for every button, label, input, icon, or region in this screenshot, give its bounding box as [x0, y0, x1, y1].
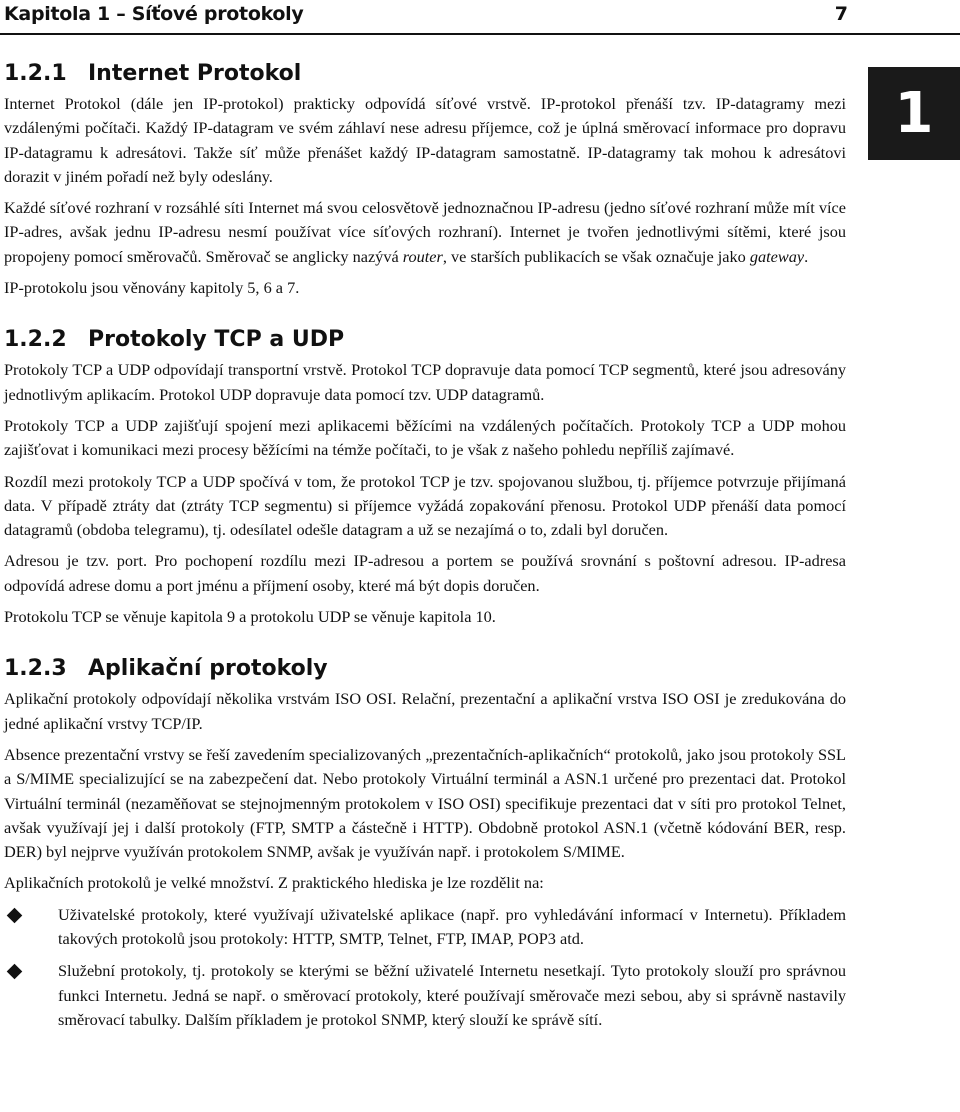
section-aplikacni-protokoly — [4, 655, 846, 1032]
section-heading — [4, 326, 846, 354]
paragraph: Adresou je tzv. port. Pro pochopení rozdílu mezi IP-adresou a portem se používá srovnání s poštovní adresou. IP-adresa odpovídá adrese domu a port jménu a příjmení osoby, které má být dopis doručen. — [4, 551, 846, 595]
paragraph: IP-protokolu jsou věnovány kapitoly 5, 6 a 7. — [4, 278, 300, 298]
list-item-text: Služební protokoly, tj. protokoly se kterými se běžní uživatelé Internetu nesetkají. Tyto protokoly slouží pro správnou funkci Internetu. Jedná se např. o směrovací protokoly, které používají směrovače mezi sebou, aby si správně nastavily směrovací tabulky. Dalším příkladem je protokol SNMP, který slouží ke správě sítí. — [58, 961, 846, 1029]
list-item — [4, 959, 846, 1032]
list-item — [4, 903, 846, 952]
bullet-list — [4, 903, 846, 1032]
diamond-bullet-icon — [7, 964, 23, 980]
paragraph: Protokoly TCP a UDP zajišťují spojení mezi aplikacemi běžícími na vzdálených počítačích. Protokoly TCP a UDP mohou zajišťovat i komunikaci mezi procesy běžícími na témže počítači, to je však z našeho pohledu nepříliš zajímavé. — [4, 415, 846, 460]
term-router: router — [402, 246, 443, 266]
section-internet-protokol — [4, 60, 846, 300]
paragraph: Aplikačních protokolů je velké množství. Z praktického hlediska je lze rozdělit na: — [4, 873, 544, 893]
running-header — [0, 0, 960, 35]
paragraph-text: , ve starších publikacích se však označuje jako — [442, 246, 750, 266]
paragraph-text: Každé síťové rozhraní v rozsáhlé síti Internet má svou celosvětově jednoznačnou IP-adresu (jedno síťové rozhraní může mít více IP-adres, avšak jednu IP-adresu nesmí používat více síťových rozhraní). Internet je tvořen jednotlivými sítěmi, které jsou propojeny pomocí směrovačů. Směrovač se anglicky nazývá — [4, 198, 846, 266]
paragraph: Absence prezentační vrstvy se řeší zavedením specializovaných „prezentačních-aplikačních“ protokolů, jako jsou protokoly SSL a S/MIME specializující se na zabezpečení dat. Nebo protokoly Virtuální terminál a ASN.1 určené pro prezentaci dat. Protokol Virtuální terminál (nezaměňovat se stejnojmenným protokolem v ISO OSI) specifikuje prezentaci dat v síti pro protokol Telnet, avšak využívají jej i další protokoly (FTP, SMTP a částečně i HTTP). Obdobně protokol ASN.1 (včetně kódování BER, resp. DER) byl nejprve využíván protokolem SNMP, avšak je využíván např. i protokolem S/MIME. — [4, 744, 846, 862]
section-heading — [4, 60, 846, 88]
paragraph: Aplikační protokoly odpovídají několika vrstvám ISO OSI. Relační, prezentační a aplikační vrstva ISO OSI je zredukována do jedné aplikační vrstvy TCP/IP. — [4, 689, 846, 733]
paragraph: Protokolu TCP se věnuje kapitola 9 a protokolu UDP se věnuje kapitola 10. — [4, 607, 496, 627]
chapter-tab: 1 — [868, 67, 960, 160]
section-number: 1.2.2 — [4, 327, 67, 353]
chapter-header-title: Kapitola 1 – Síťové protokoly — [4, 3, 304, 25]
diamond-bullet-icon — [7, 907, 23, 923]
paragraph: Rozdíl mezi protokoly TCP a UDP spočívá v tom, že protokol TCP je tzv. spojovanou službou, tj. příjemce potvrzuje přijímaná data. V případě ztráty dat (ztráty TCP segmentu) si příjemce vyžádá zopakování přenosu. Protokol UDP přenáší data pomocí datagramů (obdoba telegramu), tj. odesílatel odešle datagram a už se nezajímá o to, zdali byl doručen. — [4, 471, 846, 540]
section-number: 1.2.3 — [4, 656, 67, 682]
section-heading — [4, 655, 846, 683]
paragraph-rozhrani — [4, 196, 846, 269]
section-tcp-udp — [4, 326, 846, 629]
term-gateway: gateway — [749, 246, 805, 266]
section-title: Protokoly TCP a UDP — [88, 327, 345, 353]
list-item-text: Uživatelské protokoly, které využívají uživatelské aplikace (např. pro vyhledávání informací v Internetu). Příkladem takových protokolů jsou protokoly: HTTP, SMTP, Telnet, FTP, IMAP, POP3 atd. — [58, 904, 846, 949]
page-number: 7 — [834, 3, 848, 25]
section-title: Aplikační protokoly — [88, 656, 328, 682]
section-number: 1.2.1 — [4, 61, 67, 86]
paragraph: Protokoly TCP a UDP odpovídají transportní vrstvě. Protokol TCP dopravuje data pomocí TCP segmentů, které jsou adresovány jednotlivým aplikacím. Protokol UDP dopravuje data pomocí tzv. UDP datagramů. — [4, 360, 846, 404]
paragraph-text: . — [804, 246, 809, 266]
paragraph: Internet Protokol (dále jen IP-protokol) prakticky odpovídá síťové vrstvě. IP-protokol přenáší tzv. IP-datagramy mezi vzdálenými počítači. Každý IP-datagram ve svém záhlaví nese adresu příjemce, což je úplná směrovací informace pro dopravu IP-datagramu k adresátovi. Takže síť může přenášet každý IP-datagram samostatně. IP-datagramy tak mohou k adresátovi dorazit v jiném pořadí než byly odeslány. — [4, 94, 846, 186]
section-title: Internet Protokol — [88, 61, 302, 86]
page-content — [4, 60, 846, 1040]
